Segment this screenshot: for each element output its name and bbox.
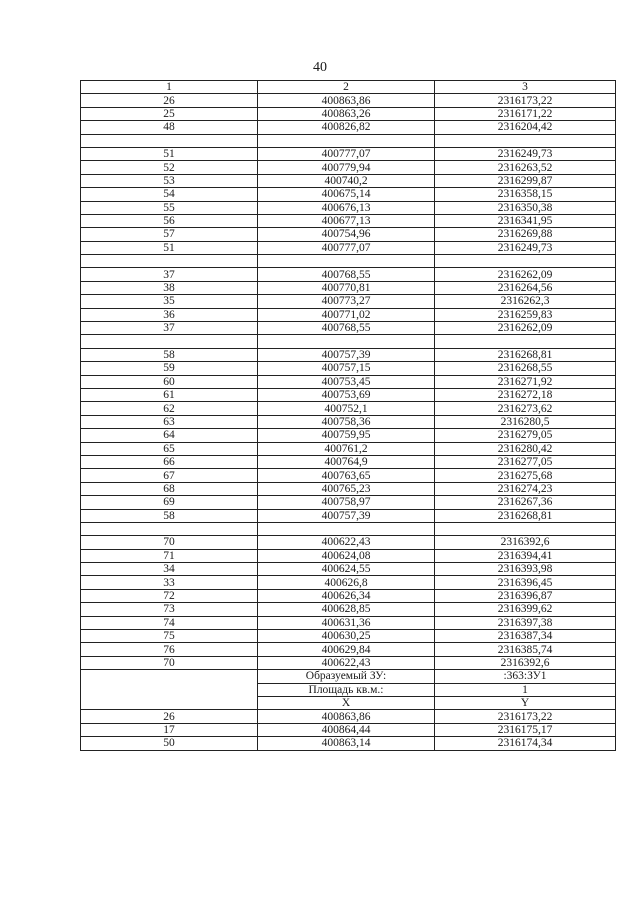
point-number-cell: 71 (81, 549, 258, 562)
table-row (81, 563, 616, 576)
table-row (81, 147, 616, 160)
x-coordinate-cell (258, 522, 435, 535)
parcel-empty-cell (81, 670, 258, 710)
y-coordinate-cell: 2316269,88 (435, 228, 616, 241)
x-coordinate-cell: 400863,26 (258, 107, 435, 120)
point-number-cell: 37 (81, 268, 258, 281)
y-coordinate-cell: 2316268,81 (435, 348, 616, 361)
point-number-cell: 64 (81, 429, 258, 442)
point-number-cell: 58 (81, 348, 258, 361)
point-number-cell: 66 (81, 455, 258, 468)
table-row (81, 589, 616, 602)
x-coordinate-cell: 400757,15 (258, 362, 435, 375)
y-coordinate-cell: 2316399,62 (435, 603, 616, 616)
x-coordinate-cell: 400757,39 (258, 348, 435, 361)
y-coordinate-cell: 2316262,3 (435, 295, 616, 308)
x-coordinate-cell: 400779,94 (258, 161, 435, 174)
table-row (81, 94, 616, 107)
y-coordinate-cell: 2316249,73 (435, 241, 616, 254)
y-coordinate-cell (435, 134, 616, 147)
point-number-cell: 69 (81, 496, 258, 509)
x-coordinate-cell: 400777,07 (258, 241, 435, 254)
point-number-cell: 63 (81, 415, 258, 428)
point-number-cell: 52 (81, 161, 258, 174)
x-coordinate-cell: 400626,34 (258, 589, 435, 602)
x-coordinate-cell: 400628,85 (258, 603, 435, 616)
y-coordinate-cell (435, 255, 616, 268)
point-number-cell: 38 (81, 281, 258, 294)
y-coordinate-cell: 2316393,98 (435, 563, 616, 576)
point-number-cell: 36 (81, 308, 258, 321)
y-coordinate-cell: 2316397,38 (435, 616, 616, 629)
x-coordinate-cell (258, 255, 435, 268)
x-coordinate-cell: 400622,43 (258, 656, 435, 669)
y-coordinate-cell: 2316279,05 (435, 429, 616, 442)
y-coordinate-cell: 2316341,95 (435, 214, 616, 227)
point-number-cell: 59 (81, 362, 258, 375)
table-separator-row (81, 134, 616, 147)
point-number-cell: 25 (81, 107, 258, 120)
table-row (81, 710, 616, 723)
point-number-cell: 37 (81, 322, 258, 335)
x-coordinate-cell: 400863,86 (258, 94, 435, 107)
table-row (81, 415, 616, 428)
x-coordinate-cell: 400777,07 (258, 147, 435, 160)
point-number-cell: 48 (81, 121, 258, 134)
table-header-row (81, 81, 616, 94)
table-row (81, 656, 616, 669)
y-coordinate-cell: 2316173,22 (435, 94, 616, 107)
x-coordinate-cell: 400768,55 (258, 322, 435, 335)
y-coordinate-cell: 2316387,34 (435, 630, 616, 643)
table-row (81, 214, 616, 227)
y-coordinate-cell: 2316272,18 (435, 388, 616, 401)
x-coordinate-cell: 400677,13 (258, 214, 435, 227)
header-cell-3: 3 (435, 81, 616, 94)
x-coordinate-cell: 400624,08 (258, 549, 435, 562)
x-coordinate-cell: 400753,45 (258, 375, 435, 388)
table-row (81, 375, 616, 388)
x-coordinate-cell: 400631,36 (258, 616, 435, 629)
table-row (81, 469, 616, 482)
y-coordinate-cell: 2316249,73 (435, 147, 616, 160)
point-number-cell: 17 (81, 723, 258, 736)
y-coordinate-cell: 2316396,87 (435, 589, 616, 602)
y-coordinate-cell: 2316394,41 (435, 549, 616, 562)
y-coordinate-cell: 2316277,05 (435, 455, 616, 468)
x-coordinate-cell: 400759,95 (258, 429, 435, 442)
y-coordinate-cell: 2316171,22 (435, 107, 616, 120)
table-row (81, 402, 616, 415)
point-number-cell: 54 (81, 188, 258, 201)
table-row (81, 496, 616, 509)
point-number-cell: 51 (81, 241, 258, 254)
point-number-cell: 33 (81, 576, 258, 589)
table-row (81, 188, 616, 201)
point-number-cell: 57 (81, 228, 258, 241)
y-coordinate-cell: 2316173,22 (435, 710, 616, 723)
x-coordinate-cell: 400753,69 (258, 388, 435, 401)
point-number-cell: 26 (81, 94, 258, 107)
point-number-cell: 73 (81, 603, 258, 616)
y-coordinate-cell: 2316264,56 (435, 281, 616, 294)
y-coordinate-cell: 2316262,09 (435, 322, 616, 335)
x-coordinate-cell: 400752,1 (258, 402, 435, 415)
point-number-cell: 70 (81, 656, 258, 669)
x-coordinate-cell: 400864,44 (258, 723, 435, 736)
x-coordinate-cell: 400770,81 (258, 281, 435, 294)
coordinates-table (80, 80, 616, 751)
y-coordinate-cell: 2316280,42 (435, 442, 616, 455)
table-row (81, 616, 616, 629)
table-row (81, 442, 616, 455)
table-row (81, 603, 616, 616)
point-number-cell: 75 (81, 630, 258, 643)
y-coordinate-cell: 2316268,55 (435, 362, 616, 375)
y-coordinate-cell: 2316204,42 (435, 121, 616, 134)
point-number-cell: 53 (81, 174, 258, 187)
parcel-value: :363:ЗУ1 (435, 670, 616, 683)
point-number-cell: 26 (81, 710, 258, 723)
y-coordinate-cell: 2316263,52 (435, 161, 616, 174)
point-number-cell: 56 (81, 214, 258, 227)
table-row (81, 362, 616, 375)
point-number-cell (81, 522, 258, 535)
table-row (81, 549, 616, 562)
y-coordinate-cell: 2316299,87 (435, 174, 616, 187)
x-coordinate-cell: 400758,36 (258, 415, 435, 428)
x-coordinate-cell: 400771,02 (258, 308, 435, 321)
table-body-2 (81, 710, 616, 750)
point-number-cell: 76 (81, 643, 258, 656)
page-number: 40 (313, 60, 327, 75)
point-number-cell: 58 (81, 509, 258, 522)
table-row (81, 268, 616, 281)
point-number-cell (81, 255, 258, 268)
x-coordinate-cell: 400761,2 (258, 442, 435, 455)
x-coordinate-cell: 400754,96 (258, 228, 435, 241)
table-row (81, 201, 616, 214)
parcel-section (81, 670, 616, 710)
point-number-cell: 35 (81, 295, 258, 308)
y-coordinate-cell: 2316259,83 (435, 308, 616, 321)
area-value: 1 (435, 683, 616, 696)
x-coordinate-cell: 400764,9 (258, 455, 435, 468)
y-coordinate-cell (435, 522, 616, 535)
y-coordinate-cell: 2316396,45 (435, 576, 616, 589)
x-coordinate-cell: 400826,82 (258, 121, 435, 134)
point-number-cell: 61 (81, 388, 258, 401)
y-coordinate-cell: 2316274,23 (435, 482, 616, 495)
table-row (81, 630, 616, 643)
header-cell-1: 1 (81, 81, 258, 94)
y-coordinate-cell (435, 335, 616, 348)
x-coordinate-cell: 400676,13 (258, 201, 435, 214)
x-coordinate-cell: 400763,65 (258, 469, 435, 482)
table-row (81, 429, 616, 442)
x-coordinate-cell (258, 335, 435, 348)
parcel-row (81, 670, 616, 683)
x-coordinate-cell: 400630,25 (258, 630, 435, 643)
table-row (81, 322, 616, 335)
table-row (81, 107, 616, 120)
point-number-cell: 70 (81, 536, 258, 549)
table-row (81, 737, 616, 750)
table-row (81, 174, 616, 187)
table-separator-row (81, 522, 616, 535)
point-number-cell (81, 335, 258, 348)
table-row (81, 388, 616, 401)
y-coordinate-cell: 2316350,38 (435, 201, 616, 214)
table-row (81, 455, 616, 468)
table-body (81, 94, 616, 670)
table-row (81, 723, 616, 736)
y-coordinate-cell: 2316358,15 (435, 188, 616, 201)
y-coordinate-cell: 2316271,92 (435, 375, 616, 388)
table-row (81, 161, 616, 174)
point-number-cell: 34 (81, 563, 258, 576)
y-coordinate-cell: 2316268,81 (435, 509, 616, 522)
x-coordinate-cell: 400768,55 (258, 268, 435, 281)
y-label: Y (435, 696, 616, 709)
point-number-cell: 50 (81, 737, 258, 750)
y-coordinate-cell: 2316174,34 (435, 737, 616, 750)
x-coordinate-cell (258, 134, 435, 147)
table-row (81, 509, 616, 522)
y-coordinate-cell: 2316275,68 (435, 469, 616, 482)
table-row (81, 576, 616, 589)
point-number-cell: 60 (81, 375, 258, 388)
x-coordinate-cell: 400757,39 (258, 509, 435, 522)
point-number-cell: 74 (81, 616, 258, 629)
table-row (81, 228, 616, 241)
point-number-cell: 62 (81, 402, 258, 415)
y-coordinate-cell: 2316262,09 (435, 268, 616, 281)
point-number-cell: 68 (81, 482, 258, 495)
header-cell-2: 2 (258, 81, 435, 94)
x-coordinate-cell: 400675,14 (258, 188, 435, 201)
table-row (81, 643, 616, 656)
table-separator-row (81, 335, 616, 348)
area-label: Площадь кв.м.: (258, 683, 435, 696)
table-row (81, 241, 616, 254)
x-coordinate-cell: 400624,55 (258, 563, 435, 576)
point-number-cell: 65 (81, 442, 258, 455)
x-coordinate-cell: 400863,14 (258, 737, 435, 750)
y-coordinate-cell: 2316385,74 (435, 643, 616, 656)
table-row (81, 308, 616, 321)
x-coordinate-cell: 400626,8 (258, 576, 435, 589)
table-row (81, 121, 616, 134)
point-number-cell: 67 (81, 469, 258, 482)
y-coordinate-cell: 2316280,5 (435, 415, 616, 428)
table-row (81, 281, 616, 294)
x-coordinate-cell: 400773,27 (258, 295, 435, 308)
x-coordinate-cell: 400758,97 (258, 496, 435, 509)
parcel-label: Образуемый ЗУ: (258, 670, 435, 683)
y-coordinate-cell: 2316175,17 (435, 723, 616, 736)
point-number-cell: 55 (81, 201, 258, 214)
table-row (81, 348, 616, 361)
y-coordinate-cell: 2316392,6 (435, 536, 616, 549)
x-coordinate-cell: 400622,43 (258, 536, 435, 549)
x-coordinate-cell: 400863,86 (258, 710, 435, 723)
point-number-cell (81, 134, 258, 147)
point-number-cell: 51 (81, 147, 258, 160)
y-coordinate-cell: 2316392,6 (435, 656, 616, 669)
table-row (81, 295, 616, 308)
y-coordinate-cell: 2316267,36 (435, 496, 616, 509)
x-label: X (258, 696, 435, 709)
x-coordinate-cell: 400740,2 (258, 174, 435, 187)
y-coordinate-cell: 2316273,62 (435, 402, 616, 415)
x-coordinate-cell: 400765,23 (258, 482, 435, 495)
point-number-cell: 72 (81, 589, 258, 602)
x-coordinate-cell: 400629,84 (258, 643, 435, 656)
table-separator-row (81, 255, 616, 268)
table-row (81, 482, 616, 495)
table-row (81, 536, 616, 549)
